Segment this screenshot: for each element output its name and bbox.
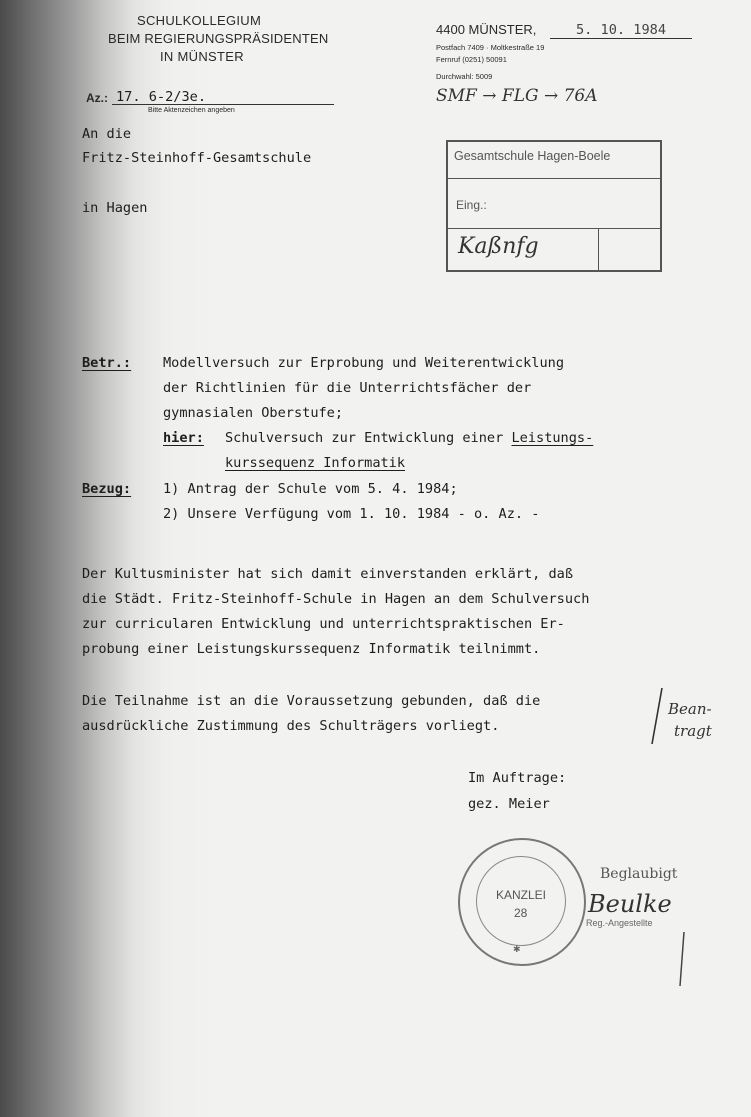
seal-star-icon: ✱ xyxy=(513,944,521,954)
certification-stroke xyxy=(672,930,692,990)
hier-line1 xyxy=(225,430,593,446)
bezug-item1: 1) Antrag der Schule vom 5. 4. 1984; xyxy=(163,481,458,497)
certification-label: Beglaubigt xyxy=(600,866,678,882)
seal-center-line2: 28 xyxy=(514,906,528,920)
az-hint: Bitte Aktenzeichen angeben xyxy=(148,107,235,114)
body-p1-line1: Der Kultusminister hat sich damit einverstanden erklärt, daß xyxy=(82,566,574,582)
hier-line2: kurssequenz Informatik xyxy=(225,455,406,471)
fernruf-number: Fernruf (0251) 50091 xyxy=(436,55,507,64)
durchwahl-number: Durchwahl: 5009 xyxy=(436,72,493,81)
body-p1-line4: probung einer Leistungskurssequenz Informatik teilnimmt. xyxy=(82,641,541,657)
city-label: 4400 MÜNSTER, xyxy=(436,22,537,37)
stamp-divider-2 xyxy=(448,228,660,229)
authority-name-line1: SCHULKOLLEGIUM xyxy=(137,13,262,28)
authority-name-line3: IN MÜNSTER xyxy=(160,49,244,64)
handwritten-routing-note: SMF → FLG → 76A xyxy=(436,86,598,106)
recipient-line1: An die xyxy=(82,126,132,142)
az-value: 17. 6-2/3e. xyxy=(116,89,207,105)
body-p2-line2: ausdrückliche Zustimmung des Schulträgers vorliegt. xyxy=(82,718,500,734)
postfach-address: Postfach 7409 · Moltkestraße 19 xyxy=(436,43,545,52)
closing-line2: gez. Meier xyxy=(468,796,550,812)
az-label: Az.: xyxy=(86,91,108,105)
certification-signature: Beulke xyxy=(588,890,672,918)
body-p1-line3: zur curricularen Entwicklung und unterrichtspraktischen Er- xyxy=(82,616,565,632)
az-underline xyxy=(112,104,334,105)
margin-note-line2: tragt xyxy=(674,722,712,740)
betr-label: Betr.: xyxy=(82,355,132,371)
stamp-vertical-divider xyxy=(598,228,599,270)
margin-note-stroke xyxy=(648,686,668,746)
authority-name-line2: BEIM REGIERUNGSPRÄSIDENTEN xyxy=(108,31,329,46)
subject-line1: Modellversuch zur Erprobung und Weiterentwicklung xyxy=(163,355,565,371)
letter-date: 5. 10. 1984 xyxy=(576,22,667,38)
closing-line1: Im Auftrage: xyxy=(468,770,567,786)
stamp-eing-label: Eing.: xyxy=(456,198,487,212)
recipient-line2: Fritz-Steinhoff-Gesamtschule xyxy=(82,150,312,166)
recipient-line3: in Hagen xyxy=(82,200,148,216)
body-p1-line2: die Städt. Fritz-Steinhoff-Schule in Hagen an dem Schulversuch xyxy=(82,591,590,607)
hier-line1-text: Schulversuch zur Entwicklung einer xyxy=(225,430,504,446)
subject-line3: gymnasialen Oberstufe; xyxy=(163,405,344,421)
date-underline xyxy=(550,38,692,39)
certification-role: Reg.-Angestellte xyxy=(586,918,653,928)
stamp-divider-1 xyxy=(448,178,660,179)
received-stamp xyxy=(446,140,662,272)
hier-line1-underlined: Leistungs- xyxy=(511,430,594,446)
bezug-label: Bezug: xyxy=(82,481,132,497)
body-p2-line1: Die Teilnahme ist an die Voraussetzung gebunden, daß die xyxy=(82,693,541,709)
stamp-title: Gesamtschule Hagen-Boele xyxy=(454,149,611,163)
bezug-item2: 2) Unsere Verfügung vom 1. 10. 1984 - o. Az. - xyxy=(163,506,540,522)
margin-note-line1: Bean- xyxy=(668,700,712,718)
seal-center-line1: KANZLEI xyxy=(496,888,547,902)
subject-line2: der Richtlinien für die Unterrichtsfächer der xyxy=(163,380,532,396)
official-seal xyxy=(458,838,586,966)
hier-label: hier: xyxy=(163,430,204,446)
stamp-signature: Kaßnfg xyxy=(458,234,539,259)
